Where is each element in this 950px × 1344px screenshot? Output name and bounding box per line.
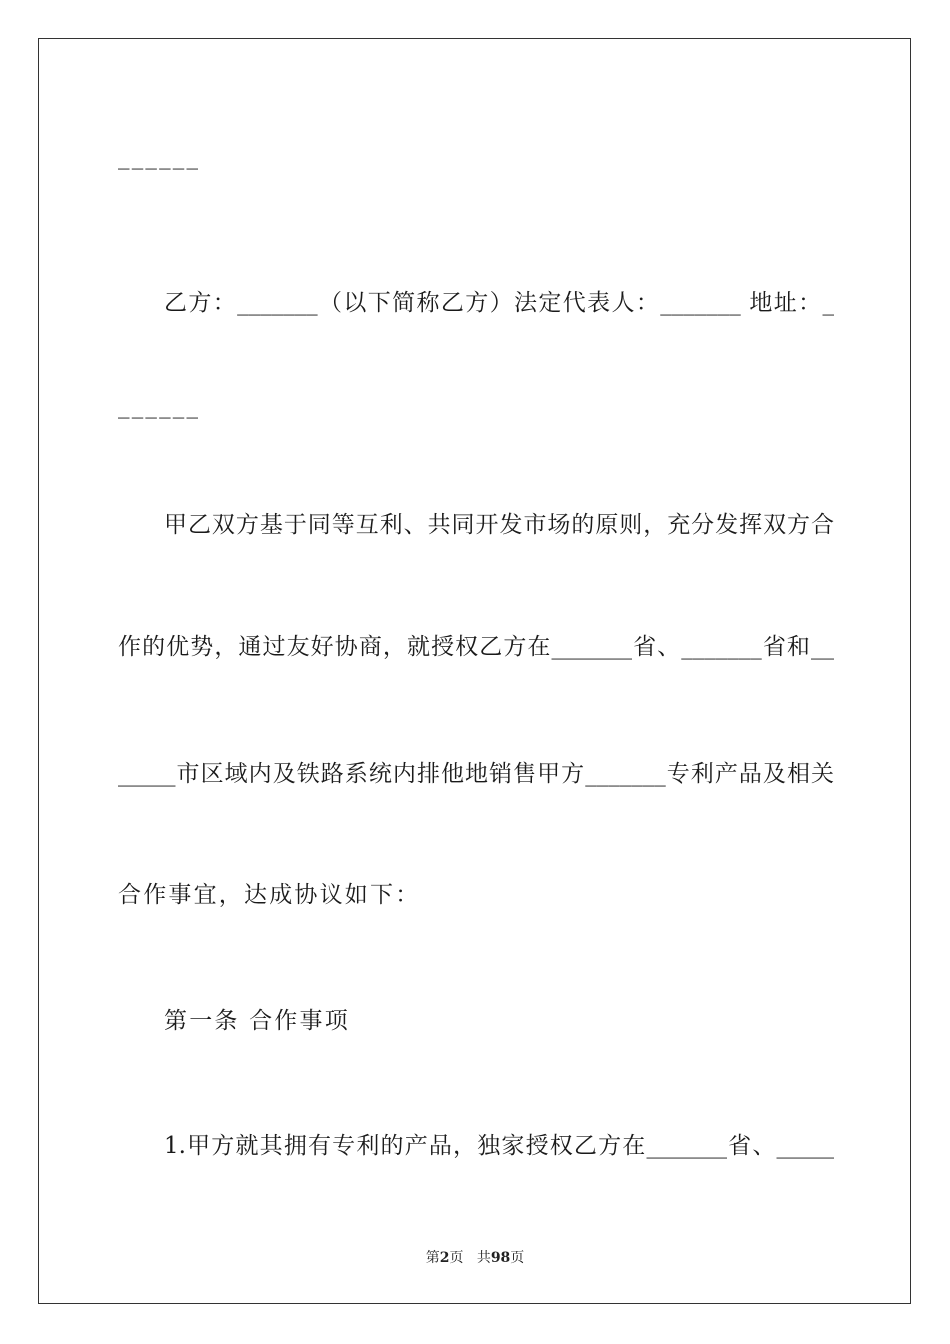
total-prefix: 共 bbox=[476, 1250, 491, 1266]
text-line-3: ______ bbox=[118, 393, 201, 419]
page-number: 2 bbox=[439, 1250, 450, 1266]
text-line-6: _____市区域内及铁路系统内排他地销售甲方_______专利产品及相关 bbox=[118, 761, 834, 787]
page-border bbox=[38, 38, 911, 1304]
text-line-1: ______ bbox=[118, 144, 201, 170]
total-pages: 98 bbox=[490, 1250, 511, 1266]
page-prefix: 第 bbox=[425, 1250, 440, 1266]
page-suffix: 页 bbox=[449, 1250, 464, 1266]
text-line-9: 1.甲方就其拥有专利的产品，独家授权乙方在_______省、_____ bbox=[164, 1133, 834, 1159]
text-line-5: 作的优势，通过友好协商，就授权乙方在_______省、_______省和__ bbox=[118, 634, 834, 660]
text-line-4: 甲乙双方基于同等互利、共同开发市场的原则，充分发挥双方合 bbox=[164, 512, 834, 538]
text-line-7: 合作事宜，达成协议如下： bbox=[118, 882, 421, 908]
section-heading: 第一条 合作事项 bbox=[164, 1008, 350, 1034]
page-footer bbox=[0, 1247, 950, 1267]
text-line-2: 乙方：_______（以下简称乙方）法定代表人：_______ 地址：_ bbox=[164, 290, 834, 316]
total-suffix: 页 bbox=[510, 1250, 525, 1266]
